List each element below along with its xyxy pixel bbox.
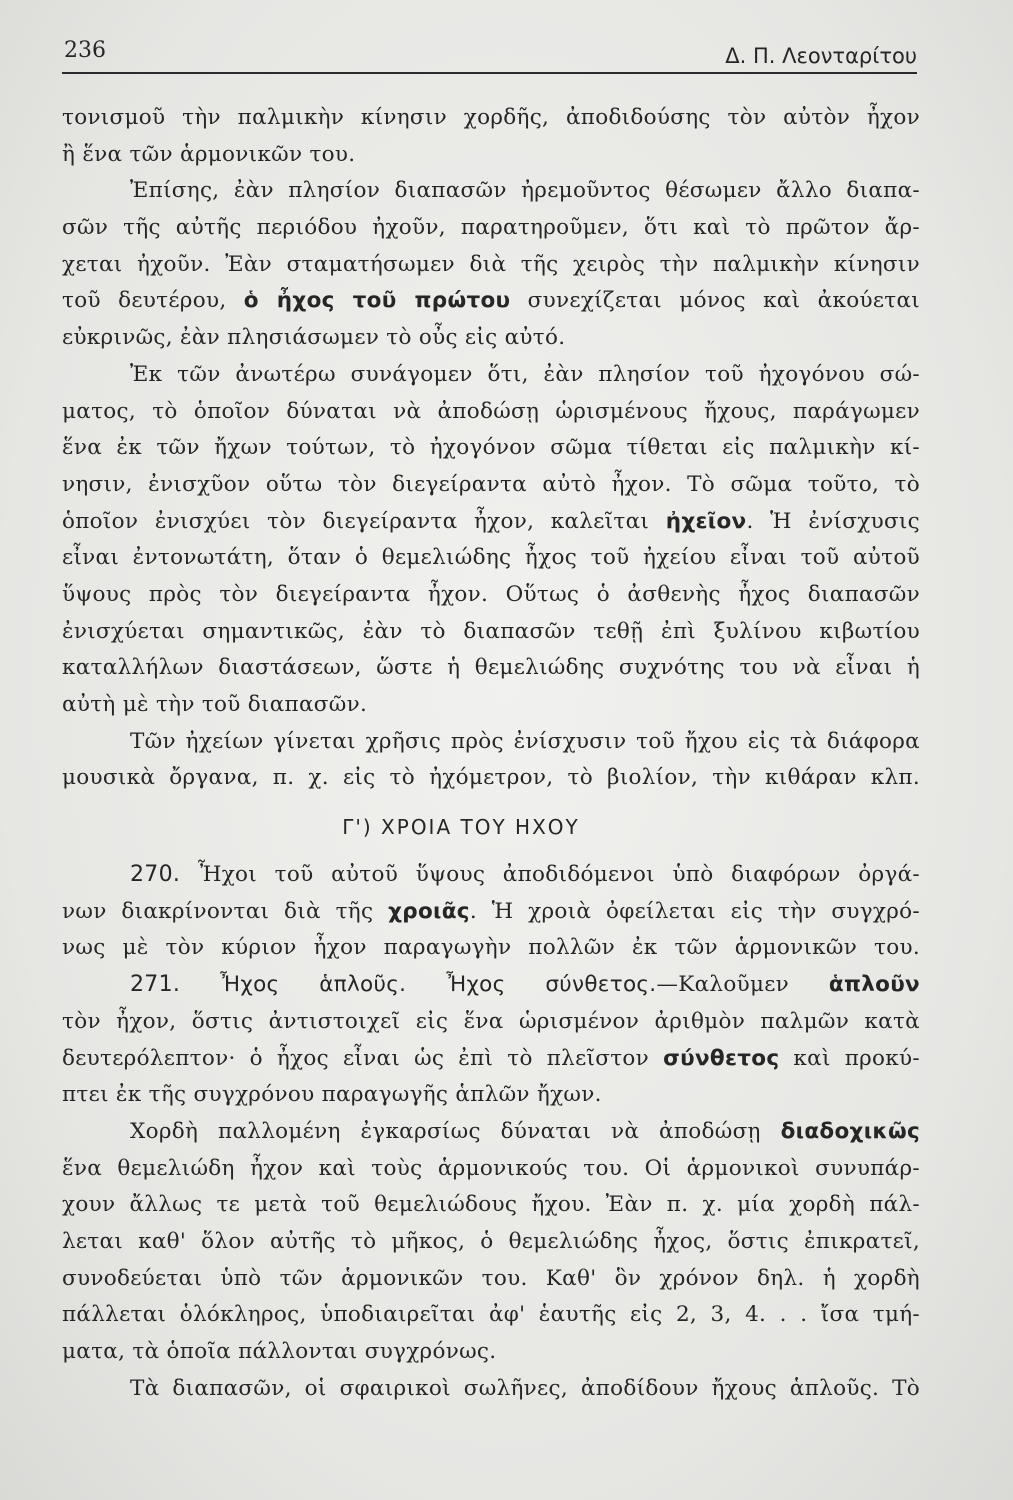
text-line: καταλλήλων διαστάσεων, ὥστε ἡ θεμελιώδης συχνότης του νὰ εἶναι ἡ: [62, 655, 920, 681]
text-line: νησιν, ἐνισχῦον οὕτω τὸν διεγείραντα αὐτὸ ἦχον. Τὸ σῶμα τοῦτο, τὸ: [62, 471, 920, 497]
text-line: ματα, τὰ ὁποῖα πάλλονται συγχρόνως.: [62, 1339, 497, 1364]
text-line: τονισμοῦ τὴν παλμικὴν κίνησιν χορδῆς, ἀποδιδούσης τὸν αὐτὸν ἦχον: [62, 105, 920, 130]
body-text: [62, 100, 920, 1407]
text-line: ὁποῖον ἐνισχύει τὸν διεγείραντα ἦχον, καλεῖται ἠχεῖον. Ἡ ἐνίσχυσις: [62, 508, 921, 534]
text-line: λεται καθ' ὅλον αὐτῆς τὸ μῆκος, ὁ θεμελιώδης ἦχος, ὅστις ἐπικρατεῖ,: [62, 1228, 920, 1254]
text-line: ἢ ἕνα τῶν ἁρμονικῶν του.: [62, 141, 356, 167]
text-line: πτει ἐκ τῆς συγχρόνου παραγωγῆς ἁπλῶν ἤχων.: [62, 1082, 602, 1108]
text-line: ἕνα ἐκ τῶν ἤχων τούτων, τὸ ἠχογόνον σῶμα τίθεται εἰς παλμικὴν κί-: [62, 435, 920, 461]
section-heading: Γ') ΧΡΟΙΑ ΤΟΥ ΗΧΟΥ: [342, 815, 580, 840]
text-line: ἐνισχύεται σημαντικῶς, ἐὰν τὸ διαπασῶν τεθῇ ἐπὶ ξυλίνου κιβωτίου: [62, 618, 920, 644]
text-line: τοῦ δευτέρου, ὁ ἦχος τοῦ πρώτου συνεχίζεται μόνος καὶ ἀκούεται: [62, 288, 920, 314]
text-line: ματος, τὸ ὁποῖον δύναται νὰ ἀποδώσῃ ὡρισμένους ἤχους, παράγωμεν: [62, 398, 920, 424]
text-line: Ἐπίσης, ἐὰν πλησίον διαπασῶν ἠρεμοῦντος θέσωμεν ἄλλο διαπα-: [130, 178, 920, 204]
text-line: δευτερόλεπτον· ὁ ἦχος εἶναι ὡς ἐπὶ τὸ πλεῖστον σύνθετος καὶ προκύ-: [62, 1045, 920, 1071]
bold-term: σύνθετος: [663, 1045, 780, 1071]
text-line: συνοδεύεται ὑπὸ τῶν ἁρμονικῶν του. Καθ' ὃν χρόνον δηλ. ἡ χορδὴ: [62, 1265, 920, 1291]
bold-term: ἁπλοῦν: [828, 972, 920, 998]
text-line: εὐκρινῶς, ἐὰν πλησιάσωμεν τὸ οὖς εἰς αὐτό.: [62, 325, 566, 351]
text-line: Τὰ διαπασῶν, οἱ σφαιρικοὶ σωλῆνες, ἀποδίδουν ἤχους ἁπλοῦς. Τὸ: [130, 1375, 920, 1401]
text-line: τὸν ἦχον, ὅστις ἀντιστοιχεῖ εἰς ἕνα ὡρισμένον ἀριθμὸν παλμῶν κατὰ: [62, 1008, 920, 1034]
bold-term: ὁ ἦχος τοῦ πρώτου: [243, 288, 511, 314]
page-number: 236: [64, 38, 106, 63]
text-line: νως μὲ τὸν κύριον ἦχον παραγωγὴν πολλῶν ἐκ τῶν ἁρμονικῶν του.: [62, 935, 920, 961]
text-line: εἶναι ἐντονωτάτη, ὅταν ὁ θεμελιώδης ἦχος τοῦ ἠχείου εἶναι τοῦ αὐτοῦ: [62, 545, 920, 571]
text-line: νων διακρίνονται διὰ τῆς χροιᾶς. Ἡ χροιὰ ὀφείλεται εἰς τὴν συγχρό-: [62, 898, 920, 924]
text-line: αὐτὴ μὲ τὴν τοῦ διαπασῶν.: [62, 692, 368, 717]
text-line: χεται ἠχοῦν. Ἐὰν σταματήσωμεν διὰ τῆς χειρὸς τὴν παλμικὴν κίνησιν: [62, 251, 920, 277]
text-line: 271. Ἦχος ἁπλοῦς. Ἦχος σύνθετος.—Καλοῦμεν ἁπλοῦν: [130, 972, 920, 998]
section-number: 270.: [130, 862, 181, 888]
text-line: ὕψους πρὸς τὸν διεγείραντα ἦχον. Οὕτως ὁ ἀσθενὴς ἦχος διαπασῶν: [62, 581, 920, 607]
section-title: Ἦχος ἁπλοῦς. Ἦχος σύνθετος.: [220, 972, 657, 998]
text-line: σῶν τῆς αὐτῆς περιόδου ἠχοῦν, παρατηροῦμεν, ὅτι καὶ τὸ πρῶτον ἄρ-: [62, 215, 920, 241]
text-line: χουν ἄλλως τε μετὰ τοῦ θεμελιώδους ἤχου. Ἐὰν π. χ. μία χορδὴ πάλ-: [62, 1192, 920, 1218]
page-header: [62, 36, 917, 74]
text-line: Ἐκ τῶν ἀνωτέρω συνάγομεν ὅτι, ἐὰν πλησίον τοῦ ἠχογόνου σώ-: [130, 361, 920, 387]
text-line: μουσικὰ ὄργανα, π. χ. εἰς τὸ ἠχόμετρον, τὸ βιολίον, τὴν κιθάραν κλπ.: [62, 765, 920, 791]
bold-term: διαδοχικῶς: [780, 1118, 920, 1144]
bold-term: ἠχεῖον: [665, 508, 747, 534]
section-number: 271.: [130, 972, 181, 998]
bold-term: χροιᾶς: [388, 898, 470, 924]
text-line: Τῶν ἠχείων γίνεται χρῆσις πρὸς ἐνίσχυσιν τοῦ ἤχου εἰς τὰ διάφορα: [130, 728, 920, 754]
text-line: ἕνα θεμελιώδη ἦχον καὶ τοὺς ἁρμονικούς του. Οἱ ἁρμονικοὶ συνυπάρ-: [62, 1155, 920, 1181]
running-head-author: Δ. Π. Λεονταρίτου: [725, 44, 917, 68]
text-line: Χορδὴ παλλομένη ἐγκαρσίως δύναται νὰ ἀποδώσῃ διαδοχικῶς: [130, 1118, 920, 1144]
text-line: πάλλεται ὁλόκληρος, ὑποδιαιρεῖται ἀφ' ἑαυτῆς εἰς 2, 3, 4. . . ἴσα τμή-: [62, 1302, 920, 1328]
text-line: 270. Ἦχοι τοῦ αὐτοῦ ὕψους ἀποδιδόμενοι ὑπὸ διαφόρων ὀργά-: [130, 862, 920, 888]
